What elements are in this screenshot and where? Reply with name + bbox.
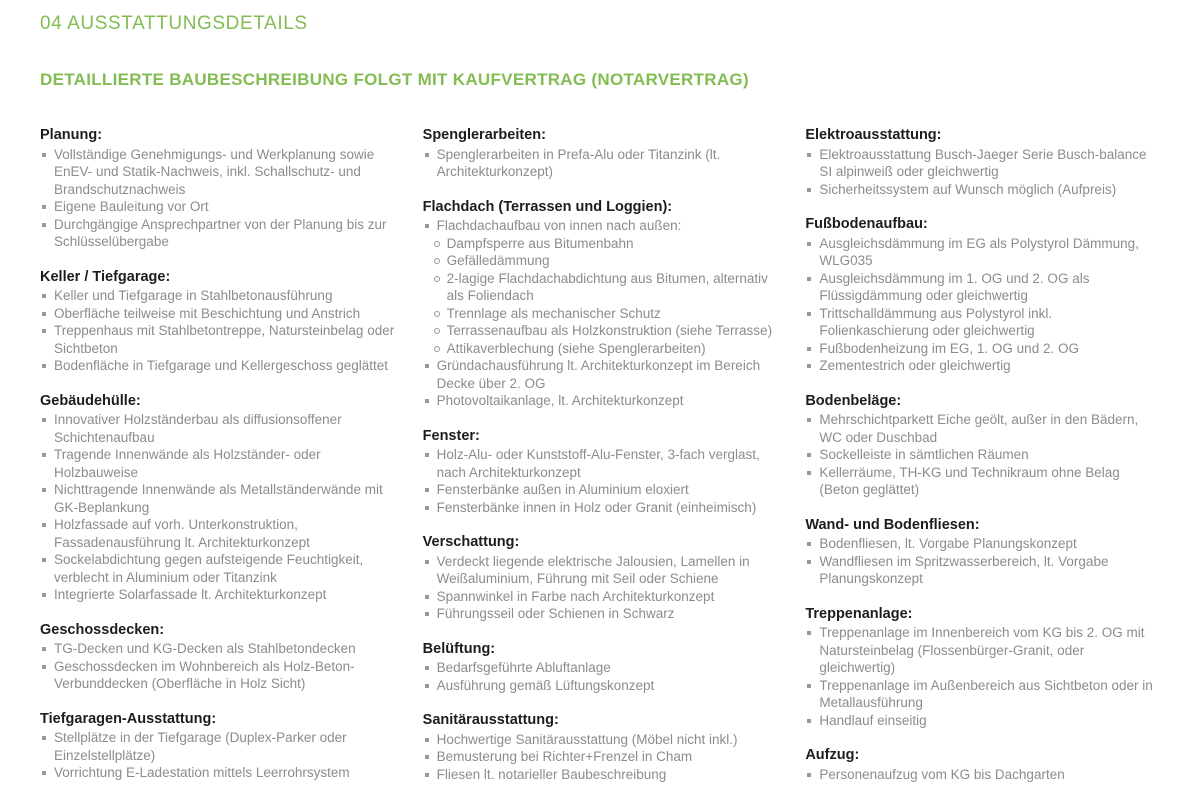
list-item-text: Flachdachaufbau von innen nach außen:: [436, 218, 682, 233]
bullet-square-icon: [805, 464, 819, 499]
list-item: [805, 446, 1162, 464]
list-item: [423, 392, 780, 410]
bullet-square-icon: [40, 658, 54, 693]
list-item: [40, 640, 397, 658]
section-item-list: [40, 411, 397, 604]
section-geschossdecken: [40, 622, 397, 693]
list-item-text: Spannwinkel in Farbe nach Architekturkonzept: [436, 588, 715, 604]
list-item: [805, 340, 1162, 358]
bullet-square-icon: [40, 411, 54, 446]
section-bel-ftung: [423, 641, 780, 695]
list-item: [423, 481, 780, 499]
bullet-circle-icon: [433, 252, 447, 270]
list-item: [423, 748, 780, 766]
bullet-square-icon: [423, 499, 437, 517]
section-item-list: [423, 553, 780, 623]
section-spenglerarbeiten: [423, 127, 780, 181]
column-2: [423, 127, 780, 801]
section-item-list: [40, 640, 397, 693]
section-fenster: [423, 428, 780, 517]
bullet-square-icon: [40, 729, 54, 764]
bullet-square-icon: [805, 624, 819, 677]
list-item-text: Zementestrich oder gleichwertig: [819, 358, 1011, 373]
list-item-text: Integrierte Solarfassade lt. Architekturkonzept: [54, 587, 327, 602]
bullet-square-icon: [805, 535, 819, 553]
list-item-text: Sockelleiste in sämtlichen Räumen: [819, 447, 1029, 462]
sub-list-item: [433, 252, 780, 270]
section-heading: Fenster:: [422, 427, 480, 444]
bullet-circle-icon: [433, 270, 447, 305]
bullet-square-icon: [805, 553, 819, 588]
bullet-square-icon: [423, 146, 437, 181]
list-item: [805, 235, 1162, 270]
section-heading: Tiefgaragen-Ausstattung:: [40, 710, 217, 727]
sub-list-item-text: Trennlage als mechanischer Schutz: [446, 305, 661, 321]
bullet-square-icon: [40, 516, 54, 551]
list-item: [805, 464, 1162, 499]
list-item: [40, 216, 397, 251]
section-item-list: [40, 729, 397, 782]
bullet-circle-icon: [433, 235, 447, 253]
list-item-text: Führungsseil oder Schienen in Schwarz: [436, 606, 675, 621]
bullet-square-icon: [805, 340, 819, 358]
section-verschattung: [423, 534, 780, 623]
bullet-square-icon: [805, 712, 819, 730]
section-heading: Planung:: [40, 127, 103, 143]
list-item-text: Vorrichtung E-Ladestation mittels Leerrohrsystem: [54, 765, 350, 780]
list-item-text: Handlauf einseitig: [819, 712, 927, 728]
content-columns: [40, 127, 1162, 801]
list-item-text: Geschossdecken im Wohnbereich als Holz-Beton-Verbunddecken (Oberfläche in Holz Sicht): [54, 658, 355, 691]
sub-list-item: [433, 270, 780, 305]
list-item: [805, 535, 1162, 553]
column-1: [40, 127, 397, 800]
list-item: [423, 146, 780, 181]
list-item: [40, 729, 397, 764]
list-item-text: Nichttragende Innenwände als Metallständerwände mit GK-Beplankung: [54, 482, 383, 515]
sub-list-item-text: Attikaverblechung (siehe Spenglerarbeiten): [446, 340, 706, 356]
section-heading: Belüftung:: [422, 640, 496, 657]
bullet-square-icon: [40, 287, 54, 305]
sub-list-item: [433, 305, 780, 323]
list-item-text: Ausführung gemäß Lüftungskonzept: [436, 677, 655, 693]
section-heading: Geschossdecken:: [40, 621, 165, 638]
list-item: [40, 322, 397, 357]
list-item: [423, 499, 780, 517]
section-heading: Spenglerarbeiten:: [422, 127, 546, 143]
bullet-square-icon: [40, 551, 54, 586]
bullet-square-icon: [40, 586, 54, 604]
list-item: [805, 357, 1162, 375]
list-item: [40, 658, 397, 693]
list-item: [40, 198, 397, 216]
section-item-list: [423, 446, 780, 516]
section-item-list: [805, 624, 1162, 729]
list-item: [423, 766, 780, 784]
list-item: [805, 305, 1162, 340]
list-item-text: Oberfläche teilweise mit Beschichtung und Anstrich: [54, 305, 361, 321]
list-item: [40, 146, 397, 199]
list-item: [40, 516, 397, 551]
list-item: [805, 411, 1162, 446]
list-item: [805, 270, 1162, 305]
list-item-text: Keller und Tiefgarage in Stahlbetonausführung: [54, 288, 333, 303]
sub-item-list: [433, 235, 780, 358]
bullet-square-icon: [805, 357, 819, 375]
list-item: [423, 659, 780, 677]
list-item-text: Holz-Alu- oder Kunststoff-Alu-Fenster, 3-fach verglast, nach Architekturkonzept: [436, 447, 760, 480]
bullet-square-icon: [423, 553, 437, 588]
list-item-text: Fußbodenheizung im EG, 1. OG und 2. OG: [819, 340, 1079, 356]
bullet-square-icon: [805, 146, 819, 181]
list-item: [805, 766, 1162, 784]
list-item-text: TG-Decken und KG-Decken als Stahlbetondecken: [54, 641, 356, 656]
section-item-list: [423, 659, 780, 694]
section-item-list: [805, 411, 1162, 499]
list-item: [805, 181, 1162, 199]
bullet-square-icon: [805, 305, 819, 340]
bullet-square-icon: [40, 198, 54, 216]
section-sanit-rausstattung: [423, 712, 780, 783]
list-item-text: Gründachausführung lt. Architekturkonzept im Bereich Decke über 2. OG: [436, 358, 761, 391]
bullet-square-icon: [423, 217, 437, 235]
section-heading: Keller / Tiefgarage:: [40, 268, 171, 285]
list-item: [40, 287, 397, 305]
section-tiefgaragen-ausstattung: [40, 711, 397, 782]
list-item: [423, 677, 780, 695]
bullet-square-icon: [805, 411, 819, 446]
bullet-square-icon: [423, 748, 437, 766]
sub-list-item: [433, 322, 780, 340]
section-item-list: [805, 235, 1162, 375]
list-item: [423, 357, 780, 392]
list-item-text: Ausgleichsdämmung im 1. OG und 2. OG als Flüssigdämmung oder gleichwertig: [819, 270, 1090, 303]
list-item-text: Eigene Bauleitung vor Ort: [54, 199, 209, 214]
bullet-square-icon: [40, 446, 54, 481]
bullet-square-icon: [423, 766, 437, 784]
list-item-text: Sicherheitssystem auf Wunsch möglich (Aufpreis): [819, 181, 1117, 197]
bullet-square-icon: [805, 766, 819, 784]
section-item-list: [40, 146, 397, 251]
list-item: [40, 551, 397, 586]
bullet-circle-icon: [433, 340, 447, 358]
section-geb-udeh-lle: [40, 393, 397, 604]
bullet-square-icon: [805, 181, 819, 199]
list-item-text: Innovativer Holzständerbau als diffusionsoffener Schichtenaufbau: [54, 412, 342, 445]
section-keller-tiefgarage: [40, 269, 397, 375]
list-item-text: Elektroausstattung Busch-Jaeger Serie Busch-balance SI alpinweiß oder gleichwertig: [819, 146, 1147, 179]
bullet-square-icon: [423, 605, 437, 623]
page-title: 04 AUSSTATTUNGSDETAILS: [40, 13, 308, 34]
sublist-wrapper: [423, 235, 780, 358]
bullet-square-icon: [423, 357, 437, 392]
bullet-square-icon: [40, 305, 54, 323]
section-heading: Elektroausstattung:: [805, 127, 942, 143]
section-item-list: [423, 731, 780, 784]
list-item-text: Mehrschichtparkett Eiche geölt, außer in den Bädern, WC oder Duschbad: [819, 412, 1139, 445]
list-item-text: Verdeckt liegende elektrische Jalousien, Lamellen in Weißaluminium, Führung mit Seil oder Schiene: [436, 553, 750, 586]
bullet-square-icon: [805, 677, 819, 712]
section-heading: Verschattung:: [422, 534, 520, 550]
list-item: [423, 605, 780, 623]
column-3: [805, 127, 1162, 801]
bullet-square-icon: [423, 446, 437, 481]
bullet-square-icon: [423, 392, 437, 410]
list-item-text: Durchgängige Ansprechpartner von der Planung bis zur Schlüsselübergabe: [54, 216, 387, 249]
list-item: [40, 481, 397, 516]
section-item-list: [40, 287, 397, 375]
bullet-square-icon: [40, 640, 54, 658]
bullet-square-icon: [40, 357, 54, 375]
list-item: [40, 305, 397, 323]
section-bodenbel-ge: [805, 393, 1162, 499]
section-heading: Bodenbeläge:: [805, 392, 902, 409]
list-item-text: Treppenhaus mit Stahlbetontreppe, Natursteinbelag oder Sichtbeton: [54, 323, 395, 356]
list-item-text: Trittschalldämmung aus Polystyrol inkl. Folienkaschierung oder gleichwertig: [819, 305, 1053, 338]
bullet-square-icon: [40, 216, 54, 251]
section-item-list: [805, 766, 1162, 784]
bullet-square-icon: [423, 677, 437, 695]
list-item-text: Fensterbänke innen in Holz oder Granit (einheimisch): [436, 499, 757, 515]
list-item: [423, 217, 780, 235]
list-item-text: Treppenanlage im Innenbereich vom KG bis 2. OG mit Natursteinbelag (Flossenbürger-Granit, oder gleichwertig): [819, 625, 1145, 675]
section-heading: Aufzug:: [805, 747, 860, 763]
bullet-square-icon: [805, 235, 819, 270]
list-item-text: Wandfliesen im Spritzwasserbereich, lt. Vorgabe Planungskonzept: [819, 553, 1109, 586]
bullet-square-icon: [805, 446, 819, 464]
section-heading: Treppenanlage:: [805, 605, 913, 622]
section-item-list: [805, 146, 1162, 199]
list-item: [423, 731, 780, 749]
list-item: [40, 411, 397, 446]
sub-list-item-text: Dampfsperre aus Bitumenbahn: [446, 235, 634, 251]
list-item: [423, 446, 780, 481]
list-item: [40, 586, 397, 604]
bullet-square-icon: [423, 481, 437, 499]
section-wand-und-bodenfliesen: [805, 517, 1162, 588]
bullet-circle-icon: [433, 305, 447, 323]
list-item-text: Vollständige Genehmigungs- und Werkplanung sowie EnEV- und Statik-Nachweis, inkl. Schallschutz- und Brandschutznachweis: [54, 146, 375, 197]
bullet-square-icon: [40, 146, 54, 199]
list-item-text: Fensterbänke außen in Aluminium eloxiert: [436, 482, 689, 497]
bullet-circle-icon: [433, 322, 447, 340]
section-treppenanlage: [805, 606, 1162, 730]
list-item-text: Bedarfsgeführte Abluftanlage: [436, 660, 611, 675]
bullet-square-icon: [805, 270, 819, 305]
bullet-square-icon: [423, 731, 437, 749]
list-item: [805, 146, 1162, 181]
list-item-text: Ausgleichsdämmung im EG als Polystyrol Dämmung, WLG035: [819, 235, 1139, 268]
sub-list-item: [433, 235, 780, 253]
list-item: [40, 764, 397, 782]
section-item-list: [423, 146, 780, 181]
list-item: [423, 588, 780, 606]
list-item-text: Stellplätze in der Tiefgarage (Duplex-Parker oder Einzelstellplätze): [54, 730, 347, 763]
list-item-text: Fliesen lt. notarieller Baubeschreibung: [436, 766, 667, 782]
section-aufzug: [805, 747, 1162, 783]
section-heading: Fußbodenaufbau:: [805, 216, 928, 232]
bullet-square-icon: [40, 481, 54, 516]
section-heading: Wand- und Bodenfliesen:: [805, 516, 980, 533]
bullet-square-icon: [423, 659, 437, 677]
list-item-text: Bodenfliesen, lt. Vorgabe Planungskonzept: [819, 536, 1077, 551]
page-subtitle: DETAILLIERTE BAUBESCHREIBUNG FOLGT MIT KAUFVERTRAG (NOTARVERTRAG): [40, 70, 749, 89]
section-fu-bodenaufbau: [805, 216, 1162, 375]
section-planung: [40, 127, 397, 251]
list-item: [805, 624, 1162, 677]
list-item: [423, 553, 780, 588]
list-item-text: Hochwertige Sanitärausstattung (Möbel nicht inkl.): [436, 731, 738, 747]
list-item-text: Kellerräume, TH-KG und Technikraum ohne Belag (Beton geglättet): [819, 464, 1120, 497]
list-item: [40, 446, 397, 481]
list-item: [805, 712, 1162, 730]
sub-list-item-text: 2-lagige Flachdachabdichtung aus Bitumen, alternativ als Foliendach: [446, 270, 768, 303]
list-item-text: Photovoltaikanlage, lt. Architekturkonzept: [436, 393, 684, 408]
list-item-text: Holzfassade auf vorh. Unterkonstruktion, Fassadenausführung lt. Architekturkonzept: [54, 517, 310, 550]
bullet-square-icon: [423, 588, 437, 606]
list-item: [805, 553, 1162, 588]
list-item-text: Bemusterung bei Richter+Frenzel in Cham: [436, 749, 693, 764]
section-heading: Flachdach (Terrassen und Loggien):: [422, 198, 673, 215]
section-item-list: [423, 217, 780, 410]
section-flachdach-terrassen-und-loggien: [423, 199, 780, 410]
sub-list-item-text: Gefälledämmung: [446, 253, 550, 268]
list-item-text: Tragende Innenwände als Holzständer- oder Holzbauweise: [54, 447, 321, 480]
list-item-text: Spenglerarbeiten in Prefa-Alu oder Titanzink (lt. Architekturkonzept): [436, 146, 721, 179]
list-item: [40, 357, 397, 375]
bullet-square-icon: [40, 764, 54, 782]
section-heading: Gebäudehülle:: [40, 392, 141, 409]
sub-list-item-text: Terrassenaufbau als Holzkonstruktion (siehe Terrasse): [446, 323, 773, 338]
sub-list-item: [433, 340, 780, 358]
list-item-text: Treppenanlage im Außenbereich aus Sichtbeton oder in Metallausführung: [819, 677, 1153, 710]
section-item-list: [805, 535, 1162, 588]
list-item: [805, 677, 1162, 712]
section-heading: Sanitärausstattung:: [422, 712, 559, 728]
section-elektroausstattung: [805, 127, 1162, 198]
list-item-text: Personenaufzug vom KG bis Dachgarten: [819, 766, 1065, 782]
bullet-square-icon: [40, 322, 54, 357]
list-item-text: Bodenfläche in Tiefgarage und Kellergeschoss geglättet: [54, 358, 388, 373]
list-item-text: Sockelabdichtung gegen aufsteigende Feuchtigkeit, verblecht in Aluminium oder Titanzink: [54, 552, 364, 585]
